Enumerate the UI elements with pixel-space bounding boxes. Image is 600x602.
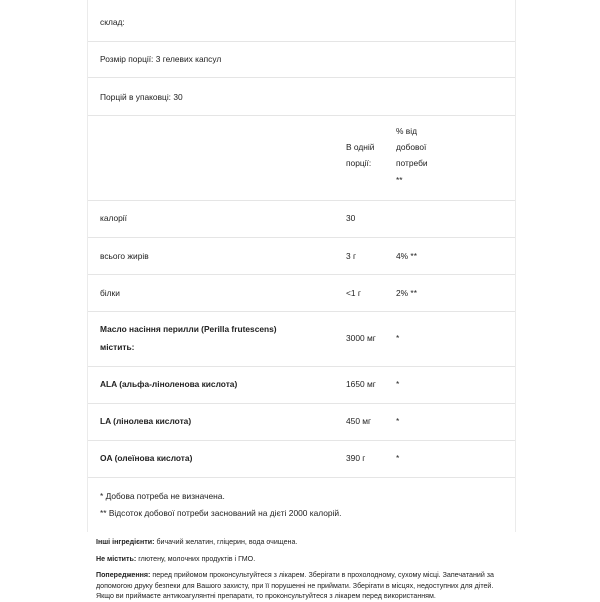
nutrient-amount: 1650 мг — [346, 379, 376, 389]
nutrient-dv: * — [396, 453, 400, 463]
footnote-daily-value-basis: ** Відсоток добової потреби заснований на дієті 2000 калорій. — [100, 508, 342, 518]
nutrient-name: білки — [100, 288, 120, 298]
other-ingredients-text: бичачий желатин, гліцерин, вода очищена. — [154, 538, 298, 546]
table-row — [88, 311, 515, 367]
nutrient-name: LA (лінолева кислота) — [100, 416, 192, 426]
servings-per-container-row — [88, 77, 515, 116]
nutrient-name: всього жирів — [100, 251, 149, 261]
warnings-line: перед прийомом проконсультуйтеся з лікарем. Зберігати в прохолодному, сухому місці. Запечатаний за — [150, 571, 494, 579]
serving-size-row — [88, 41, 515, 78]
nutrient-dv: 4% ** — [396, 251, 417, 261]
nutrient-dv: 2% ** — [396, 288, 417, 298]
table-row — [88, 403, 515, 441]
free-from-text: глютену, молочних продуктів і ГМО. — [136, 555, 256, 563]
table-row — [88, 237, 515, 275]
nutrient-name: Масло насіння перилли (Perilla frutescens) — [100, 324, 277, 334]
table-row — [88, 440, 515, 478]
supplement-facts-table — [87, 0, 516, 532]
warnings-line: допомогою друку безпеки для Вашого захисту, при її порушенні не приймати. Зберігати в місцях, недоступних для дітей. — [96, 581, 494, 590]
table-row — [88, 274, 515, 312]
nutrient-amount: 3000 мг — [346, 333, 376, 343]
nutrient-name: OA (олеїнова кислота) — [100, 453, 193, 463]
nutrient-dv: * — [396, 333, 400, 343]
nutrient-name: калорії — [100, 213, 127, 223]
nutrient-amount: <1 г — [346, 288, 361, 298]
composition-row — [88, 0, 515, 42]
other-ingredients — [96, 537, 496, 548]
table-row — [88, 366, 515, 404]
table-row — [88, 200, 515, 238]
servings-per-container-text: Порцій в упаковці: 30 — [100, 92, 183, 102]
nutrient-dv: * — [396, 379, 400, 389]
nutrient-amount: 450 мг — [346, 416, 372, 426]
free-from — [96, 554, 496, 565]
nutrient-dv: * — [396, 416, 400, 426]
warnings-label: Попередження: — [96, 571, 151, 579]
serving-size-text: Розмір порції: 3 гелевих капсул — [100, 54, 222, 64]
warnings — [96, 570, 496, 602]
nutrient-amount: 30 — [346, 213, 356, 223]
warnings-line: Якщо ви приймаєте антикоагулянтні препарати, то проконсультуйтеся з лікарем перед використанням. — [96, 592, 436, 601]
table-header-row — [88, 115, 515, 201]
footnote-not-established: * Добова потреба не визначена. — [100, 491, 225, 501]
per-serving-header: В одній порції: — [346, 142, 375, 169]
nutrient-amount: 3 г — [346, 251, 357, 261]
nutrient-name-contains: містить: — [100, 342, 135, 352]
other-ingredients-label: Інші інгредієнти: — [96, 538, 155, 546]
free-from-label: Не містить: — [96, 555, 137, 563]
nutrient-amount: 390 г — [346, 453, 366, 463]
daily-value-header: % від добової потреби ** — [396, 126, 428, 185]
composition-label: склад: — [100, 17, 125, 27]
nutrient-name: ALA (альфа-ліноленова кислота) — [100, 379, 238, 389]
